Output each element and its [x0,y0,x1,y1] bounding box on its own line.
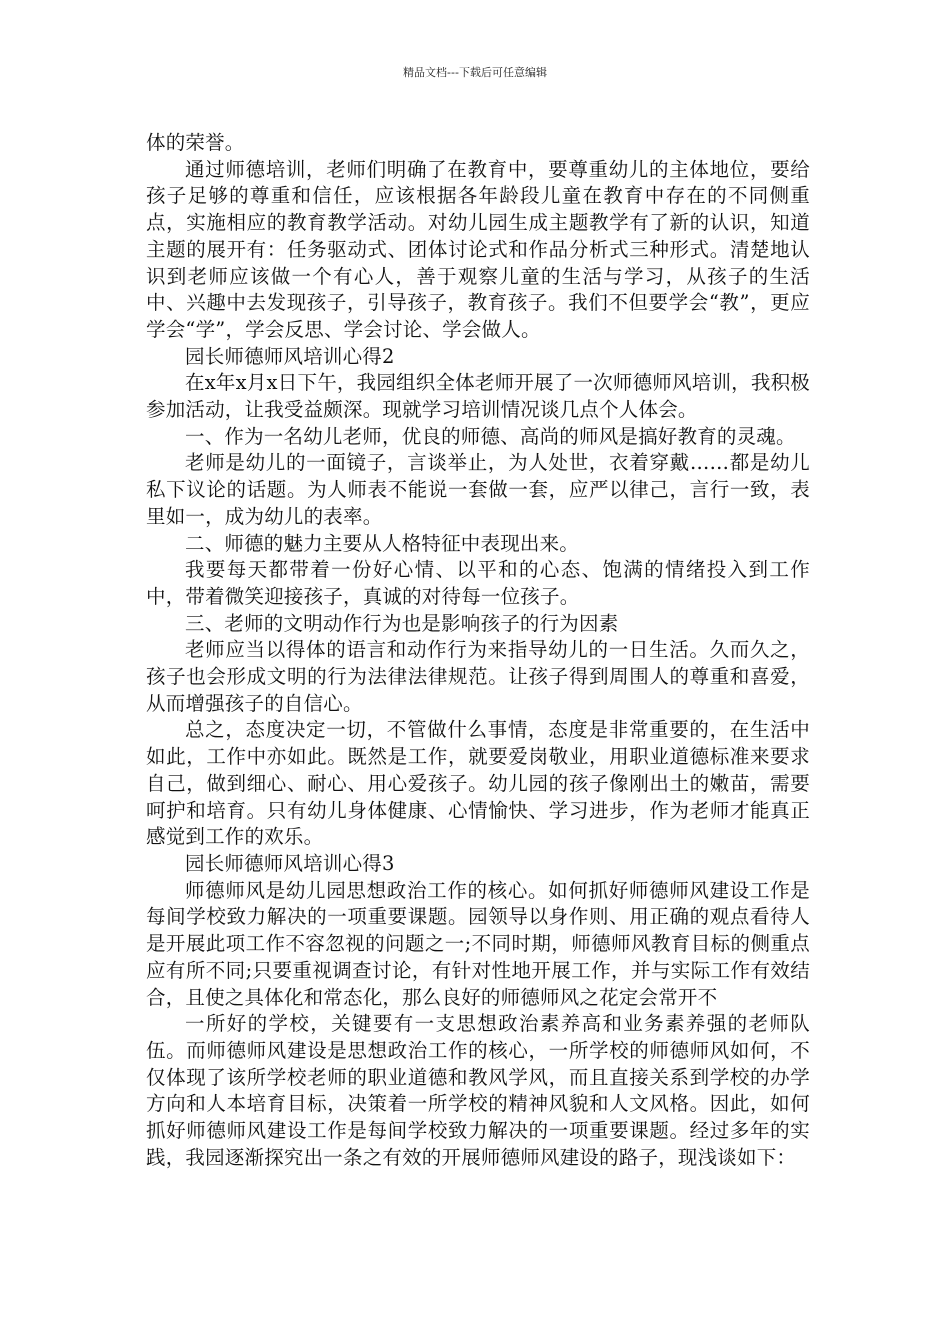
paragraph: 通过师德培训，老师们明确了在教育中，要尊重幼儿的主体地位，要给孩子足够的尊重和信任，应该根据各年龄段儿童在教育中存在的不同侧重点，实施相应的教育教学活动。对幼儿园生成主题教学有了新的认识，知道主题的展开有：任务驱动式、团体讨论式和作品分析式三种形式。清楚地认识到老师应该做一个有心人，善于观察儿童的生活与学习，从孩子的生活中、兴趣中去发现孩子，引导孩子，教育孩子。我们不但要学会“教”，更应学会“学”，学会反思、学会讨论、学会做人。 [146,157,810,341]
paragraph: 在x年x月x日下午，我园组织全体老师开展了一次师德师风培训，我积极参加活动，让我受益颇深。现就学习培训情况谈几点个人体会。 [146,371,810,422]
paragraph: 我要每天都带着一份好心情、以平和的心态、饱满的情绪投入到工作中，带着微笑迎接孩子，真诚的对待每一位孩子。 [146,558,810,608]
section-heading: 园长师德师风培训心得3 [185,851,395,875]
section-heading: 园长师德师风培训心得2 [185,344,395,368]
paragraph: 老师是幼儿的一面镜子，言谈举止，为人处世，衣着穿戴……都是幼儿私下议论的话题。为人师表不能说一套做一套，应严以律己，言行一致，表里如一，成为幼儿的表率。 [146,451,810,528]
paragraph: 一所好的学校，关键要有一支思想政治素养高和业务素养强的老师队伍。而师德师风建设是思想政治工作的核心，一所学校的师德师风如何，不仅体现了该所学校老师的职业道德和教风学风，而且直接关系到学校的办学方向和人本培育目标，决策着一所学校的精神风貌和人文风格。因此，如何抓好师德师风建设工作是每间学校致力解决的一项重要课题。经过多年的实践，我园逐渐探究出一条之有效的开展师德师风建设的路子，现浅谈如下： [146,1012,810,1169]
page-header: 精品文档---下载后可任意编辑 [403,66,547,79]
paragraph: 体的荣誉。 [146,131,245,154]
document-body [146,130,810,1171]
paragraph: 老师应当以得体的语言和动作行为来指导幼儿的一日生活。久而久之，孩子也会形成文明的行为法律法律规范。让孩子得到周围人的尊重和喜爱，从而增强孩子的自信心。 [146,638,810,715]
paragraph: 总之，态度决定一切，不管做什么事情，态度是非常重要的，在生活中如此，工作中亦如此。既然是工作，就要爱岗敬业，用职业道德标准来要求自己，做到细心、耐心、用心爱孩子。幼儿园的孩子像刚出土的嫩苗，需要呵护和培育。只有幼儿身体健康、心情愉快、学习进步，作为老师才能真正感觉到工作的欢乐。 [146,718,810,849]
paragraph: 三、老师的文明动作行为也是影响孩子的行为因素 [185,611,619,635]
paragraph: 二、师德的魅力主要从人格特征中表现出来。 [185,531,580,555]
paragraph: 师德师风是幼儿园思想政治工作的核心。如何抓好师德师风建设工作是每间学校致力解决的一项重要课题。园领导以身作则、用正确的观点看待人是开展此项工作不容忽视的问题之一;不同时期，师德师风教育目标的侧重点应有所不同;只要重视调查讨论，有针对性地开展工作，并与实际工作有效结合，且使之具体化和常态化，那么良好的师德师风之花定会常开不 [146,878,810,1009]
paragraph: 一、作为一名幼儿老师，优良的师德、高尚的师风是搞好教育的灵魂。 [185,424,796,448]
